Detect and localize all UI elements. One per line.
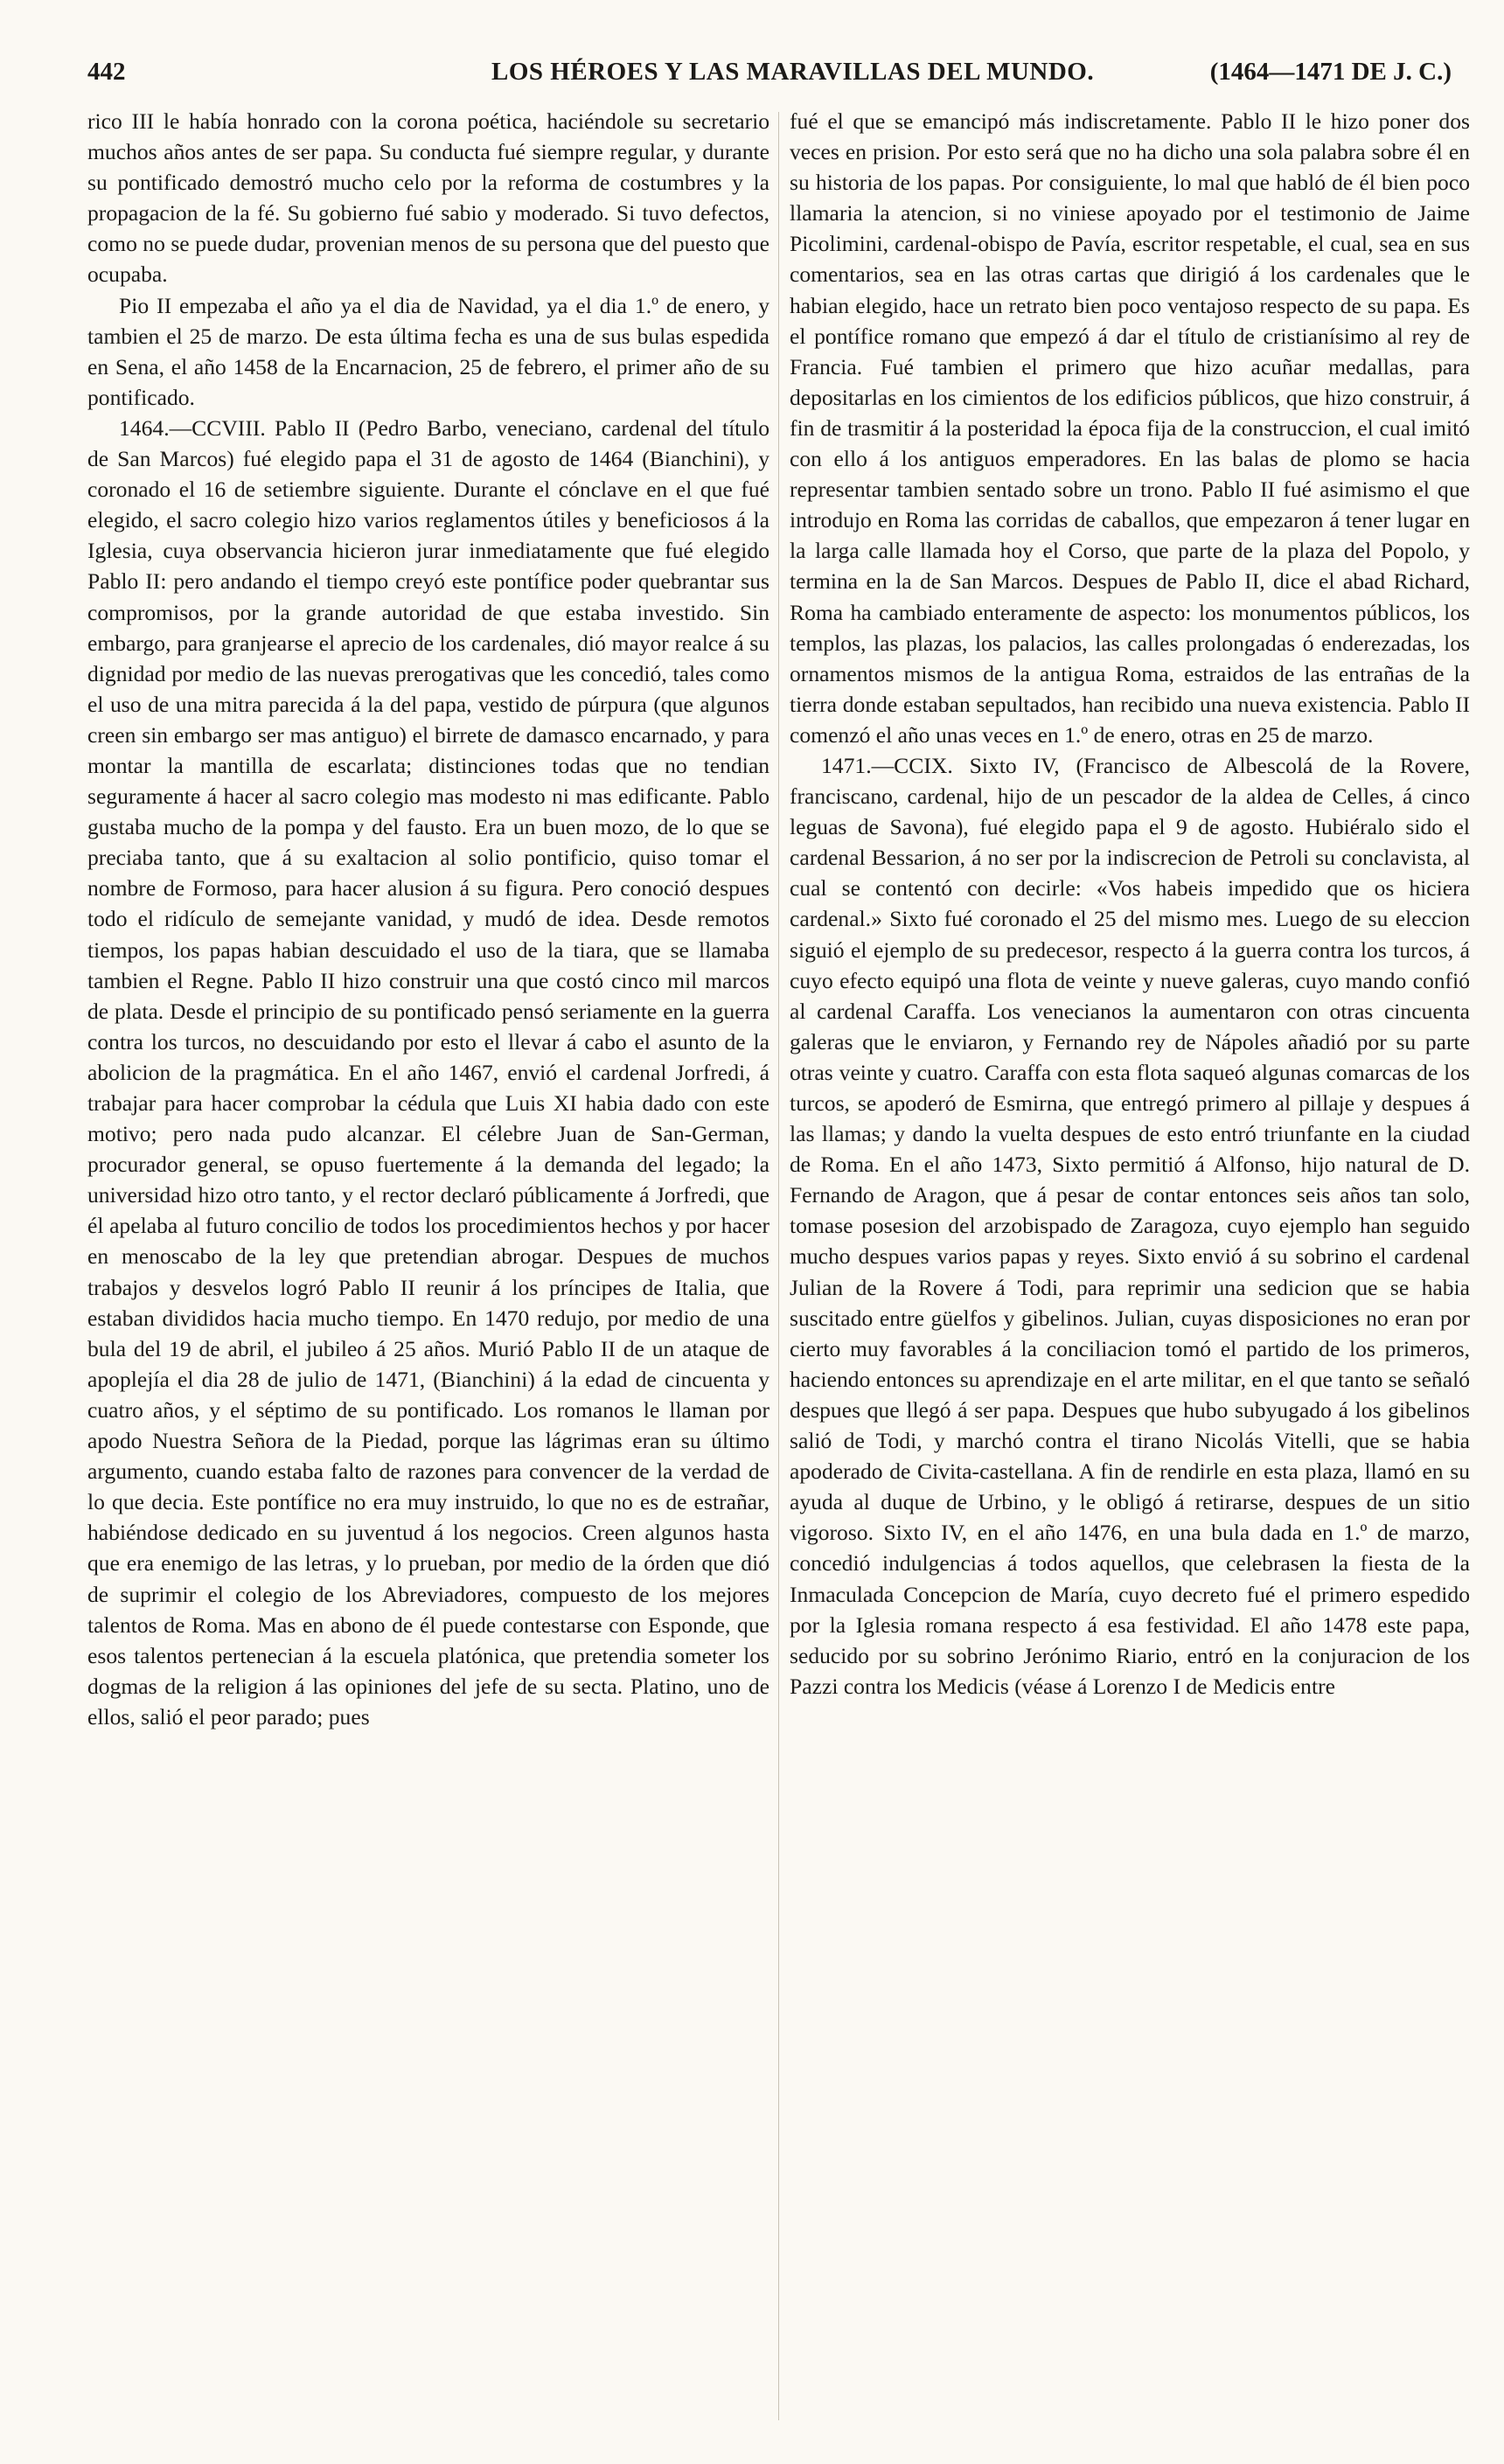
column-divider <box>778 112 779 2420</box>
right-column <box>790 106 1470 1702</box>
paragraph-sixto-iv: 1471.—CCIX. Sixto IV, (Francisco de Albescolá de la Rovere, franciscano, cardenal, hijo de un pescador de la aldea de Celles, á cinco leguas de Savona), fué elegido papa el 9 de agosto. Hubiéralo sido el cardenal Bessarion, á no ser por la indiscrecion de Petroli su conclavista, al cual se contentó con decirle: «Vos habeis impedido que os hiciera cardenal.» Sixto fué coronado el 25 del mismo mes. Luego de su eleccion siguió el ejemplo de su predecesor, respecto á la guerra contra los turcos, á cuyo efecto equipó una flota de veinte y nueve galeras, cuyo mando confió al cardenal Caraffa. Los venecianos la aumentaron con otras cincuenta galeras que le enviaron, y Fernando rey de Nápoles añadió por su parte otras veinte y cuatro. Caraffa con esta flota saqueó algunas comarcas de los turcos, se apoderó de Esmirna, que entregó primero al pillaje y despues á las llamas; y dando la vuelta despues de esto entró triunfante en la ciudad de Roma. En el año 1473, Sixto permitió á Alfonso, hijo natural de D. Fernando de Aragon, que á pesar de contar entonces seis años tan solo, tomase posesion del arzobispado de Zaragoza, cuyo ejemplo han seguido mucho despues varios papas y reyes. Sixto envió á su sobrino el cardenal Julian de la Rovere á Todi, para reprimir una sedicion que se habia suscitado entre güelfos y gibelinos. Julian, cuyas disposiciones no eran por cierto muy favorables á la conciliacion tomó el partido de los primeros, haciendo entonces su aprendizaje en el arte militar, en el que tanto se señaló despues que llegó á ser papa. Despues que hubo subyugado á los gibelinos salió de Todi, y marchó contra el tirano Nicolás Vitelli, que se habia apoderado de Civita-castellana. A fin de rendirle en esta plaza, llamó en su ayuda al duque de Urbino, y le obligó á retirarse, despues de un sitio vigoroso. Sixto IV, en el año 1476, en una bula dada en 1.º de marzo, concedió indulgencias á todos aquellos, que celebrasen la fiesta de la Inmaculada Concepcion de María, cuyo decreto fué el primero espedido por la Iglesia romana respecto á esa festividad. El año 1478 este papa, seducido por su sobrino Jerónimo Riario, entró en la conjuracion de los Pazzi contra los Medicis (véase á Lorenzo I de Medicis entre <box>790 752 1470 1699</box>
book-title: LOS HÉROES Y LAS MARAVILLAS DEL MUNDO. <box>491 58 1095 86</box>
paragraph-pablo-ii: 1464.—CCVIII. Pablo II (Pedro Barbo, veneciano, cardenal del título de San Marcos) fué elegido papa el 31 de agosto de 1464 (Bianchini), y coronado el 16 de setiembre siguiente. Durante el cónclave en el que fué elegido, el sacro colegio hizo varios reglamentos útiles y beneficiosos á la Iglesia, cuya observancia hicieron jurar inmediatamente que fué elegido Pablo II: pero andando el tiempo creyó este pontífice poder quebrantar sus compromisos, por la grande autoridad de que estaba investido. Sin embargo, para granjearse el aprecio de los cardenales, dió mayor realce á su dignidad por medio de las nuevas prerogativas que les concedió, tales como el uso de una mitra parecida á la del papa, vestido de púrpura (que algunos creen sin embargo ser mas antiguo) el birrete de damasco encarnado, y para montar la mantilla de escarlata; distinciones todas que no tendian seguramente á hacer al sacro colegio mas modesto ni mas edificante. Pablo gustaba mucho de la pompa y del fausto. Era un buen mozo, de lo que se preciaba tanto, que á su exaltacion al solio pontificio, quiso tomar el nombre de Formoso, para hacer alusion á su figura. Pero conoció despues todo el ridículo de semejante vanidad, y mudó de idea. Desde remotos tiempos, los papas habian descuidado el uso de la tiara, que se llamaba tambien el Regne. Pablo II hizo construir una que costó cinco mil marcos de plata. Desde el principio de su pontificado pensó seriamente en la guerra contra los turcos, no descuidando por esto el llevar á cabo el asunto de la abolicion de la pragmática. En el año 1467, envió el cardenal Jorfredi, á trabajar para hacer comprobar la cédula que Luis XI habia dado con este motivo; pero nada pudo alcanzar. El célebre Juan de San-German, procurador general, se opuso fuertemente á la demanda del legado; la universidad hizo otro tanto, y el rector declaró públicamente á Jorfredi, que él apelaba al futuro concilio de todos los procedimientos hechos y por hacer en menoscabo de la ley que pretendian abrogar. Despues de muchos trabajos y desvelos logró Pablo II reunir á los príncipes de Italia, que estaban divididos hacia mucho tiempo. En 1470 redujo, por medio de una bula del 19 de abril, el jubileo á 25 años. Murió Pablo II de un ataque de apoplejía el dia 28 de julio de 1471, (Bianchini) á la edad de cincuenta y cuatro años, y el séptimo de su pontificado. Los romanos le llaman por apodo Nuestra Señora de la Piedad, porque las lágrimas eran su último argumento, cuando estaba falto de razones para convencer de la verdad de lo que decia. Este pontífice no era muy instruido, lo que no es de estrañar, habiéndose dedicado en su juventud á los negocios. Creen algunos hasta que era enemigo de las letras, y lo prueban, por medio de la órden que dió de suprimir el colegio de los Abreviadores, compuesto de los mejores talentos de Roma. Mas en abono de él puede contestarse con Esponde, que esos talentos pertenecian á la escuela platónica, que pretendia someter los dogmas de la religion á las opiniones del jefe de su secta. Platino, uno de ellos, salió el peor parado; pues <box>87 414 769 1730</box>
date-range: (1464—1471 DE J. C.) <box>1209 58 1452 86</box>
left-column <box>87 106 769 1732</box>
paragraph: rico III le había honrado con la corona poética, haciéndole su secretario muchos años antes de ser papa. Su conducta fué siempre regular, y durante su pontificado demostró mucho celo por la reforma de costumbres y la propagacion de la fé. Su gobierno fué sabio y moderado. Si tuvo defectos, como no se puede dudar, provenian menos de su persona que del puesto que ocupaba. <box>87 108 769 288</box>
page-number: 442 <box>87 58 126 86</box>
paragraph: fué el que se emancipó más indiscretamente. Pablo II le hizo poner dos veces en prision. Por esto será que no ha dicho una sola palabra sobre él en su historia de los papas. Por consiguiente, lo mal que habló de él bien poco llamaria la atencion, si no viniese apoyado por el testimonio de Jaime Picolimini, cardenal-obispo de Pavía, escritor respetable, el cual, sea en sus comentarios, sea en las otras cartas que dirigió á los cardenales que le habian elegido, hace un retrato bien poco ventajoso respecto de su papa. Es el pontífice romano que empezó á dar el título de cristianísimo al rey de Francia. Fué tambien el primero que hizo acuñar medallas, para depositarlas en los cimientos de los edificios públicos, que hizo construir, á fin de trasmitir á la posteridad la época fija de la construccion, el cual imitó con ello á los antiguos emperadores. En las balas de plomo se hacia representar tambien sentado sobre un trono. Pablo II fué asimismo el que introdujo en Roma las corridas de caballos, que empezaron á tener lugar en la larga calle llamada hoy el Corso, que parte de la plaza del Popolo, y termina en la de San Marcos. Despues de Pablo II, dice el abad Richard, Roma ha cambiado enteramente de aspecto: los monumentos públicos, los templos, las plazas, los palacios, las calles prolongadas ó enderezadas, los ornamentos mismos de la antigua Roma, estraidos de las entrañas de la tierra donde estaban sepultados, han recibido una nueva existencia. Pablo II comenzó el año unas veces en 1.º de enero, otras en 25 de marzo. <box>790 108 1470 748</box>
paragraph: Pio II empezaba el año ya el dia de Navidad, ya el dia 1.º de enero, y tambien el 25 de marzo. De esta última fecha es una de sus bulas espedida en Sena, el año 1458 de la Encarnacion, 25 de febrero, el primer año de su pontificado. <box>87 292 769 410</box>
running-header <box>87 58 1452 100</box>
